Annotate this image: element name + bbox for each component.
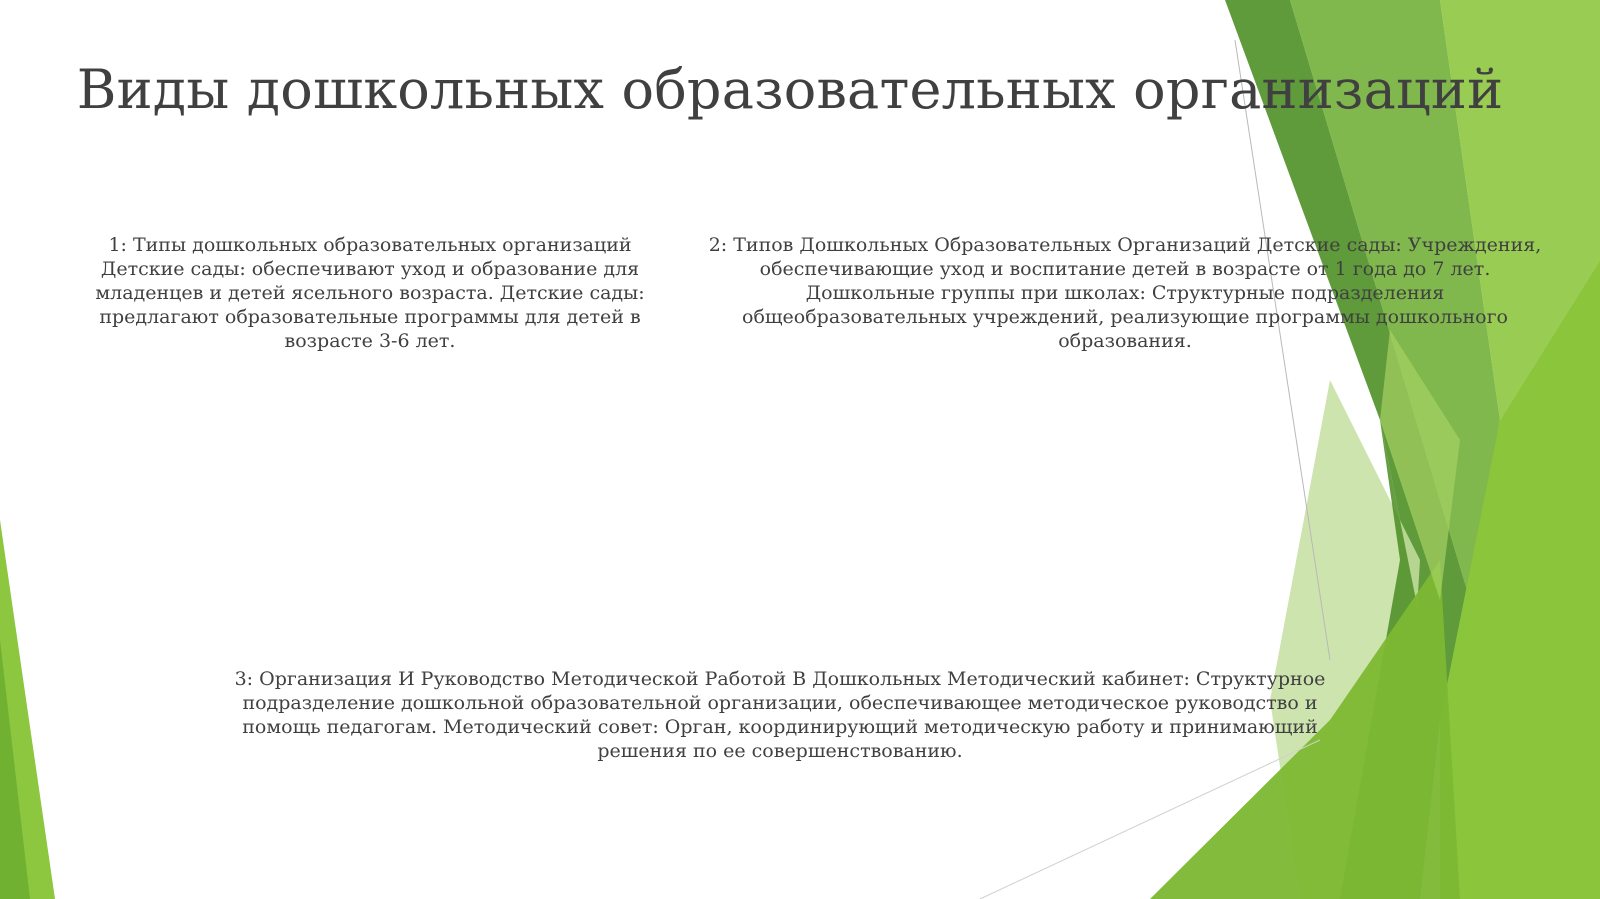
text-block-2: 2: Типов Дошкольных Образовательных Организаций Детские сады: Учреждения, обеспечивающие уход и воспитание детей в возрасте от 1 года до 7 лет. Дошкольные группы при школах: Структурные подразделения общеобразовательных учреждений, реализующие программы дошкольного образования. [708,234,1542,352]
text-block-1: 1: Типы дошкольных образовательных организаций Детские сады: обеспечивают уход и образование для младенцев и детей ясельного возраста. Детские сады: предлагают образовательные программы для детей в возрасте 3-6 лет. [95,234,645,352]
slide-title: Виды дошкольных образовательных организаций [76,58,1504,121]
text-block-3: 3: Организация И Руководство Методической Работой В Дошкольных Методический кабинет: Структурное подразделение дошкольной образовательной организации, обеспечивающее методическое руководство и помощь педагогам. Методический совет: Орган, координирующий методическую работу и принимающий решения по ее совершенствованию. [234,668,1326,762]
